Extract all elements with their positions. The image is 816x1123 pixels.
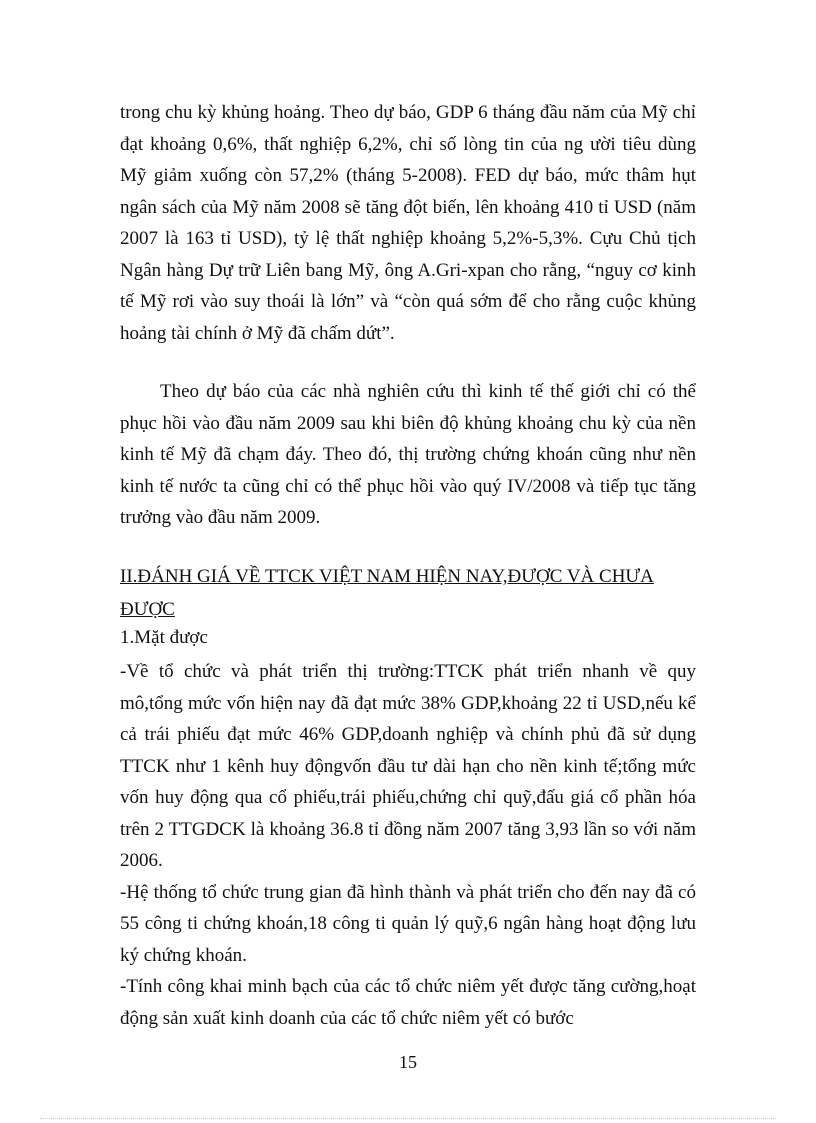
paragraph-recovery-forecast: Theo dự báo của các nhà nghiên cứu thì kinh tế thế giới chỉ có thể phục hồi vào đầu năm 2009 sau khi biên độ khủng khoảng chu kỳ của nền kinh tế Mỹ đã chạm đáy. Theo đó, thị trường chứng khoán cũng như nền kinh tế nước ta cũng chỉ có thể phục hồi vào quý IV/2008 và tiếp tục tăng trưởng vào đầu năm 2009. bbox=[120, 381, 696, 528]
list-item: -Hệ thống tổ chức trung gian đã hình thành và phát triển cho đến nay đã có 55 công ti chứng khoán,18 công ti quản lý quỹ,6 ngân hàng hoạt động lưu ký chứng khoán. bbox=[120, 881, 696, 966]
section-heading: II.ĐÁNH GIÁ VỀ TTCK VIỆT NAM HIỆN NAY,ĐƯỢC VÀ CHƯA ĐƯỢC bbox=[120, 566, 654, 620]
sub-heading: 1.Mặt được bbox=[120, 627, 208, 648]
achievements-list bbox=[120, 656, 696, 1034]
page-number: 15 bbox=[399, 1052, 417, 1072]
page-bottom-rule bbox=[40, 1118, 776, 1119]
list-item: -Về tổ chức và phát triển thị trường:TTCK phát triển nhanh về quy mô,tổng mức vốn hiện nay đã đạt mức 38% GDP,khoảng 22 tỉ USD,nếu kể cả trái phiếu đạt mức 46% GDP,doanh nghiệp và chính phủ đã sử dụng TTCK như 1 kênh huy độngvốn đầu tư dài hạn cho nền kinh tế;tổng mức vốn huy động qua cổ phiếu,trái phiếu,chứng chỉ quỹ,đấu giá cổ phần hóa trên 2 TTGDCK là khoảng 36.8 tỉ đồng năm 2007 tăng 3,93 lần so với năm 2006. bbox=[120, 661, 696, 871]
paragraph-economic-forecast: trong chu kỳ khủng hoảng. Theo dự báo, GDP 6 tháng đầu năm của Mỹ chỉ đạt khoảng 0,6%, thất nghiệp 6,2%, chỉ số lòng tin của ng ười tiêu dùng Mỹ giảm xuống còn 57,2% (tháng 5-2008). FED dự báo, mức thâm hụt ngân sách của Mỹ năm 2008 sẽ tăng đột biến, lên khoảng 410 tỉ USD (năm 2007 là 163 tỉ USD), tỷ lệ thất nghiệp khoảng 5,2%-5,3%. Cựu Chủ tịch Ngân hàng Dự trữ Liên bang Mỹ, ông A.Gri-xpan cho rằng, “nguy cơ kinh tế Mỹ rơi vào suy thoái là lớn” và “còn quá sớm để cho rằng cuộc khủng hoảng tài chính ở Mỹ đã chấm dứt”. bbox=[120, 102, 696, 344]
list-item: -Tính công khai minh bạch của các tổ chức niêm yết được tăng cường,hoạt động sản xuất kinh doanh của các tổ chức niêm yết có bước bbox=[120, 976, 696, 1029]
